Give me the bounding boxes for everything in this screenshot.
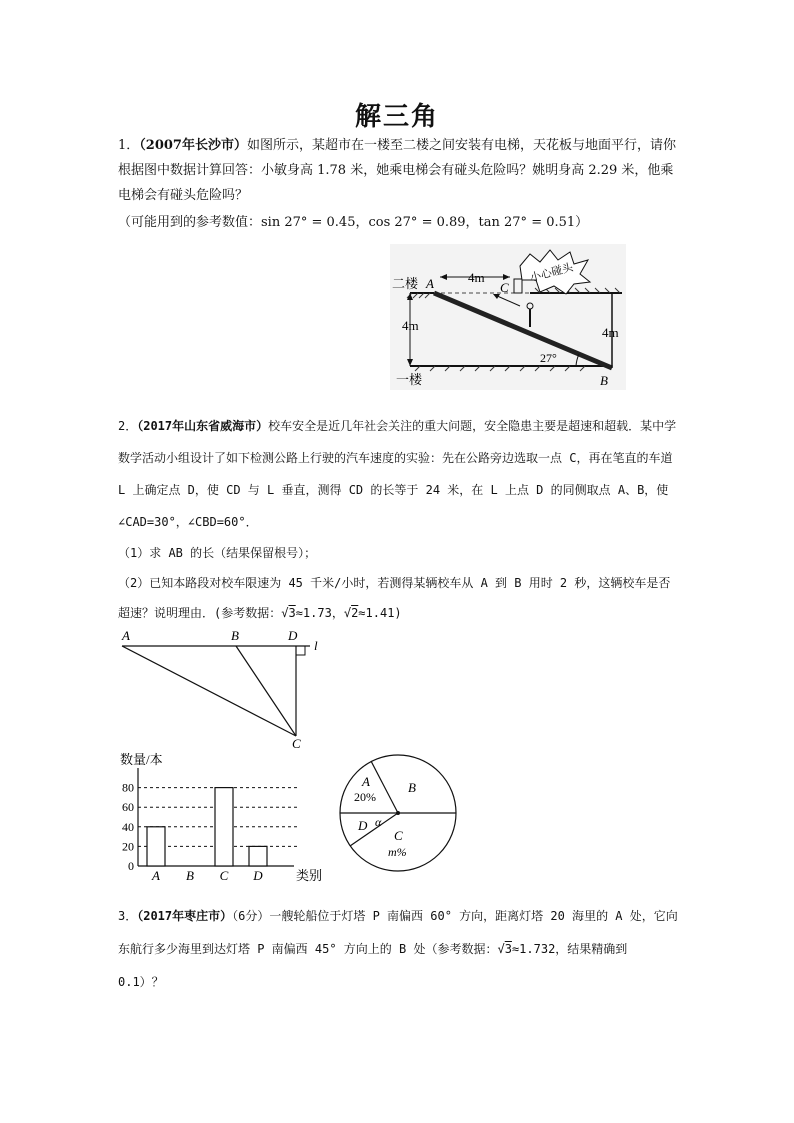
q3-sqrt3-value: 3: [504, 942, 512, 956]
pie-label-C: C: [394, 828, 403, 843]
segment-AC: [122, 646, 296, 736]
q3-text-b: ≈1.732，结果精确到 0.1）？: [118, 942, 628, 989]
label-C: C: [500, 280, 509, 295]
label-4m-right: 4m: [602, 325, 619, 340]
q3-source: （2017年枣庄市）: [137, 909, 233, 923]
q2-sub2: [118, 568, 680, 628]
label-B: B: [231, 628, 239, 643]
bar-chart-xlabel: 类别: [296, 868, 323, 883]
pie-label-D: D: [358, 818, 368, 833]
pie-value-C: m%: [388, 845, 407, 859]
q2-approx2: ≈1.41): [358, 606, 402, 620]
bar-A: [147, 827, 165, 866]
q3-text-a: （6分）一艘轮船位于灯塔 P 南偏西 60° 方向，距离灯塔 20 海里的 A 处，它向东航行多少海里到达灯塔 P 南偏西 45° 方向上的 B 处（参考数据：: [118, 909, 678, 956]
bar-chart: [118, 748, 333, 886]
q1-reference-values: （可能用到的参考数值：sin 27° = 0.45，cos 27° = 0.89，tan 27° = 0.51）: [118, 215, 589, 230]
question-2: [118, 410, 678, 538]
q2-sqrt2-value: 2: [351, 606, 359, 620]
sqrt-icon: √: [281, 606, 289, 620]
q2-sub1: （1）求 AB 的长（结果保留根号）；: [118, 546, 317, 560]
q2-text: 校车安全是近几年社会关注的重大问题，安全隐患主要是超速和超载．某中学数学活动小组设计了如下检测公路上行驶的汽车速度的实验：先在公路旁边选取一点 C，再在笔直的车道 L 上确定点 D，使 CD 与 L 垂直，测得 CD 的长等于 24 米，在 L 上点 D 的同侧取点 A、B，使∠CAD=30°，∠CBD=60°．: [118, 419, 677, 529]
label-floor2: 二楼: [392, 276, 419, 291]
q1-source: （2007年长沙市）: [139, 138, 247, 153]
y-tick-label: 80: [122, 780, 134, 795]
bar-C: [215, 788, 233, 866]
q2-source: （2017年山东省威海市）: [137, 419, 269, 433]
y-tick-label: 20: [122, 839, 134, 854]
q2-number: 2．: [118, 419, 138, 433]
label-D: D: [288, 628, 298, 643]
question-1: [118, 133, 678, 208]
label-l: l: [314, 638, 318, 653]
sqrt-icon: √: [343, 606, 352, 620]
q2-approx3: ≈1.73，: [295, 606, 344, 620]
bar-chart-ylabel: 数量/本: [120, 752, 163, 767]
x-category-label: A: [152, 868, 160, 883]
y-tick-label: 40: [122, 819, 134, 834]
y-tick-label: 60: [122, 800, 134, 815]
q1-number: 1．: [118, 138, 140, 153]
warning-sign-text: 小心碰头: [528, 261, 575, 285]
q2-sqrt3-value: 3: [288, 606, 296, 620]
y-tick-label: 0: [128, 859, 134, 873]
page-title: 解三角: [354, 102, 439, 132]
pie-angle-alpha: α: [375, 815, 382, 829]
q3-number: 3．: [118, 909, 138, 923]
pie-value-A: 20%: [354, 790, 376, 804]
sqrt-icon: √: [497, 942, 505, 956]
pie-label-A: A: [362, 774, 370, 789]
label-C: C: [292, 736, 301, 750]
question-3: [118, 900, 678, 999]
q1-text: 如图所示，某超市在一楼至二楼之间安装有电梯，天花板与地面平行，请你根据图中数据计算回答：小敏身高 1.78 米，她乘电梯会有碰头危险吗？姚明身高 2.29 米，他乘电梯会有碰头危险吗？: [118, 138, 676, 203]
pie-chart: [338, 752, 460, 878]
x-category-label: D: [253, 868, 263, 883]
right-angle-mark: [296, 646, 305, 655]
x-category-label: B: [186, 868, 194, 883]
escalator-figure: [390, 244, 626, 390]
label-4m-top: 4m: [468, 270, 485, 285]
q2-sub2-text: （2）已知本路段对校车限速为 45 千米/小时，若测得某辆校车从 A 到 B 用时 2 秒，这辆校车是否超速？说明理由．(参考数据：: [118, 576, 671, 620]
label-angle-27: 27°: [540, 351, 557, 365]
x-category-label: C: [219, 868, 229, 883]
pie-center: [396, 811, 400, 815]
segment-BC: [236, 646, 296, 736]
label-4m-left: 4m: [402, 318, 419, 333]
triangle-figure: [118, 628, 328, 750]
bar-D: [249, 846, 267, 866]
pie-label-B: B: [408, 780, 416, 795]
label-A: A: [122, 628, 130, 643]
label-floor1: 一楼: [396, 372, 423, 387]
label-B: B: [600, 373, 608, 388]
label-A: A: [426, 276, 434, 291]
